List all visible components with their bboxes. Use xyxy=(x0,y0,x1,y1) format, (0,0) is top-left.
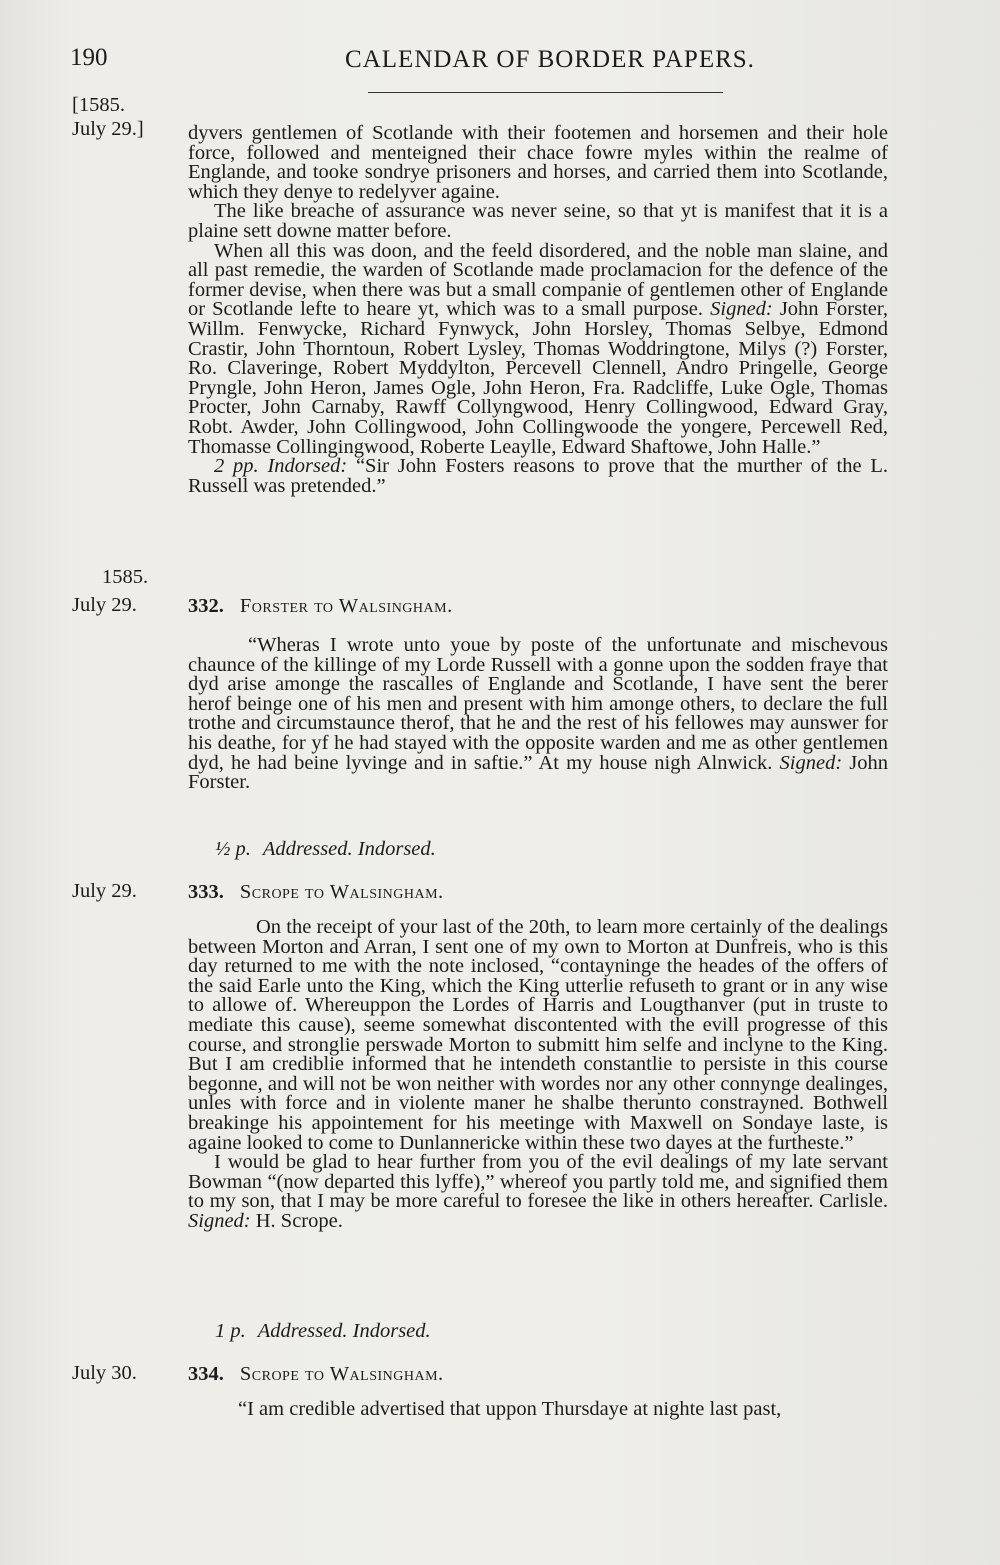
margin-year: 1585. xyxy=(102,566,149,588)
entry-heading xyxy=(188,881,444,904)
endorsement-note xyxy=(215,1320,431,1343)
paragraph: The like breache of assurance was never seine, so that yt is manifest that it is a plaine sett downe matter before. xyxy=(188,200,888,242)
paragraph-text: I would be glad to hear further from you of the evil dealings of my late servant Bowman “(now departed this lyffe),” whereof you partly told me, and signified them to my son, that I may be more careful to foresee the like in others hereafter. Carlisle. xyxy=(188,1151,888,1213)
margin-date: July 30. xyxy=(72,1362,137,1384)
paragraph xyxy=(188,239,889,458)
note-text: Addressed. Indorsed. xyxy=(257,1320,431,1342)
entry-heading xyxy=(188,1363,444,1386)
entry-title: Scrope to Walsingham. xyxy=(239,1363,444,1385)
page-number: 190 xyxy=(70,44,108,71)
margin-date-day: July 29.] xyxy=(72,118,144,140)
signed-label: Signed: xyxy=(710,298,773,321)
signer: John Forster. xyxy=(188,751,889,794)
paragraph-text: When all this was doon, and the feeld disordered, and the noble man slaine, and all past remedie, the warden of Scotlande made proclamacion for the defence of the former devise, when there was but a small companie of gentlemen other of Englande or Scotlande lefte to heare yt, which was to a small purpose. xyxy=(188,239,888,321)
paragraph xyxy=(188,636,888,793)
signatories: John Forster, Willm. Fenwycke, Richard Fynwyck, John Horsley, Thomas Selbye, Edmond Crastir, John Thorntoun, Robert Lysley, Thomas Woddringtone, Milys (?) Forster, Ro. Claveringe, Robert Myddylton, Percevell Clennell, Andro Pringelle, George Pryngle, John Heron, James Ogle, John Heron, Fra. Radcliffe, Luke Ogle, Thomas Procter, John Carnaby, Rawff Collyngwood, Henry Collingwood, Edward Gray, Robt. Awder, John Collingwood, John Collingwoode the yongere, Percewell Red, Thomasse Collingingwood, Roberte Leaylle, Edward Shaftowe, John Halle.” xyxy=(188,298,889,458)
endorsement-note xyxy=(188,457,888,496)
paragraph-text: “Wheras I wrote unto youe by poste of the unfortunate and mischevous chaunce of the killinge of my Lorde Russell with a gonne upon the sodden fraye that dyd arise amonge the rascalles of Englande and Scotlande, I have sent the berer herof beinge one of his men and present with him amonge others, to declare the full trothe and circumstaunce therof, that he and the rest of his fellowes may aunswer for his deathe, for yf he had stayed with the opposite warden and me as other gentlemen dyd, he had beine lyvinge and in saftie.” At my house nigh Alnwick. xyxy=(188,634,888,774)
entry-334-body xyxy=(188,1400,888,1420)
entry-332-body xyxy=(188,636,888,793)
entry-333-body xyxy=(188,918,888,1232)
page-count: 2 pp. xyxy=(214,455,259,478)
page-count: ½ p. xyxy=(215,838,251,860)
signed-label: Signed: xyxy=(188,1209,251,1232)
running-title: CALENDAR OF BORDER PAPERS. xyxy=(345,46,755,73)
header-rule xyxy=(368,92,723,93)
entry-number: 334. xyxy=(188,1363,224,1385)
margin-date: July 29. xyxy=(72,594,137,616)
indorsed-label: Indorsed: xyxy=(267,455,348,478)
signed-label: Signed: xyxy=(779,751,843,774)
margin-date-year: [1585. xyxy=(72,94,125,116)
page-count: 1 p. xyxy=(215,1320,246,1342)
paragraph xyxy=(188,1153,888,1231)
signer: H. Scrope. xyxy=(255,1209,343,1232)
entry-title: Scrope to Walsingham. xyxy=(239,881,444,903)
entry-331-body xyxy=(188,124,888,496)
indorsement-text: “Sir John Fosters reasons to prove that the murther of the L. Russell was pretended.” xyxy=(188,455,889,497)
margin-date: July 29. xyxy=(72,880,137,902)
paragraph: “I am credible advertised that uppon Thursdaye at nighte last past, xyxy=(238,1398,782,1420)
entry-title: Forster to Walsingham. xyxy=(239,595,453,617)
endorsement-note xyxy=(215,838,436,861)
entry-number: 332. xyxy=(188,595,224,617)
entry-number: 333. xyxy=(188,881,224,903)
note-text: Addressed. Indorsed. xyxy=(262,838,436,860)
paragraph: On the receipt of your last of the 20th, to learn more certainly of the dealings between Morton and Arran, I sent one of my own to Morton at Dunfreis, who is this day returned to me with the note inclosed, “contayninge the heades of the offers of the said Earle unto the King, which the King utterlie refuseth to grant or in any wise to allowe of. Whereuppon the Lordes of Harris and Lougthanver (put in truste to mediate this cause), seeme somewhat discontented with the evill progresse of this course, and stronglie perswade Morton to submitt him selfe and inclyne to the King. But I am crediblie informed that he intendeth constantlie to persiste in this course begonne, and will not be won neither with wordes nor any other connynge dealinges, unles with force and in violente maner he shalbe therunto constrayned. Bothwell breakinge his appointement for his meetinge with Maxwell on Sondaye laste, is againe looked to come to Dunlannericke within these two dayes at the furtheste.” xyxy=(188,916,888,1154)
paragraph: dyvers gentlemen of Scotlande with their footemen and horsemen and their hole force, followed and menteigned their chace fowre myles within the realme of Englande, and tooke sondrye prisoners and horses, and carried them into Scotlande, which they denye to redelyver againe. xyxy=(188,122,888,203)
entry-heading xyxy=(188,595,453,618)
